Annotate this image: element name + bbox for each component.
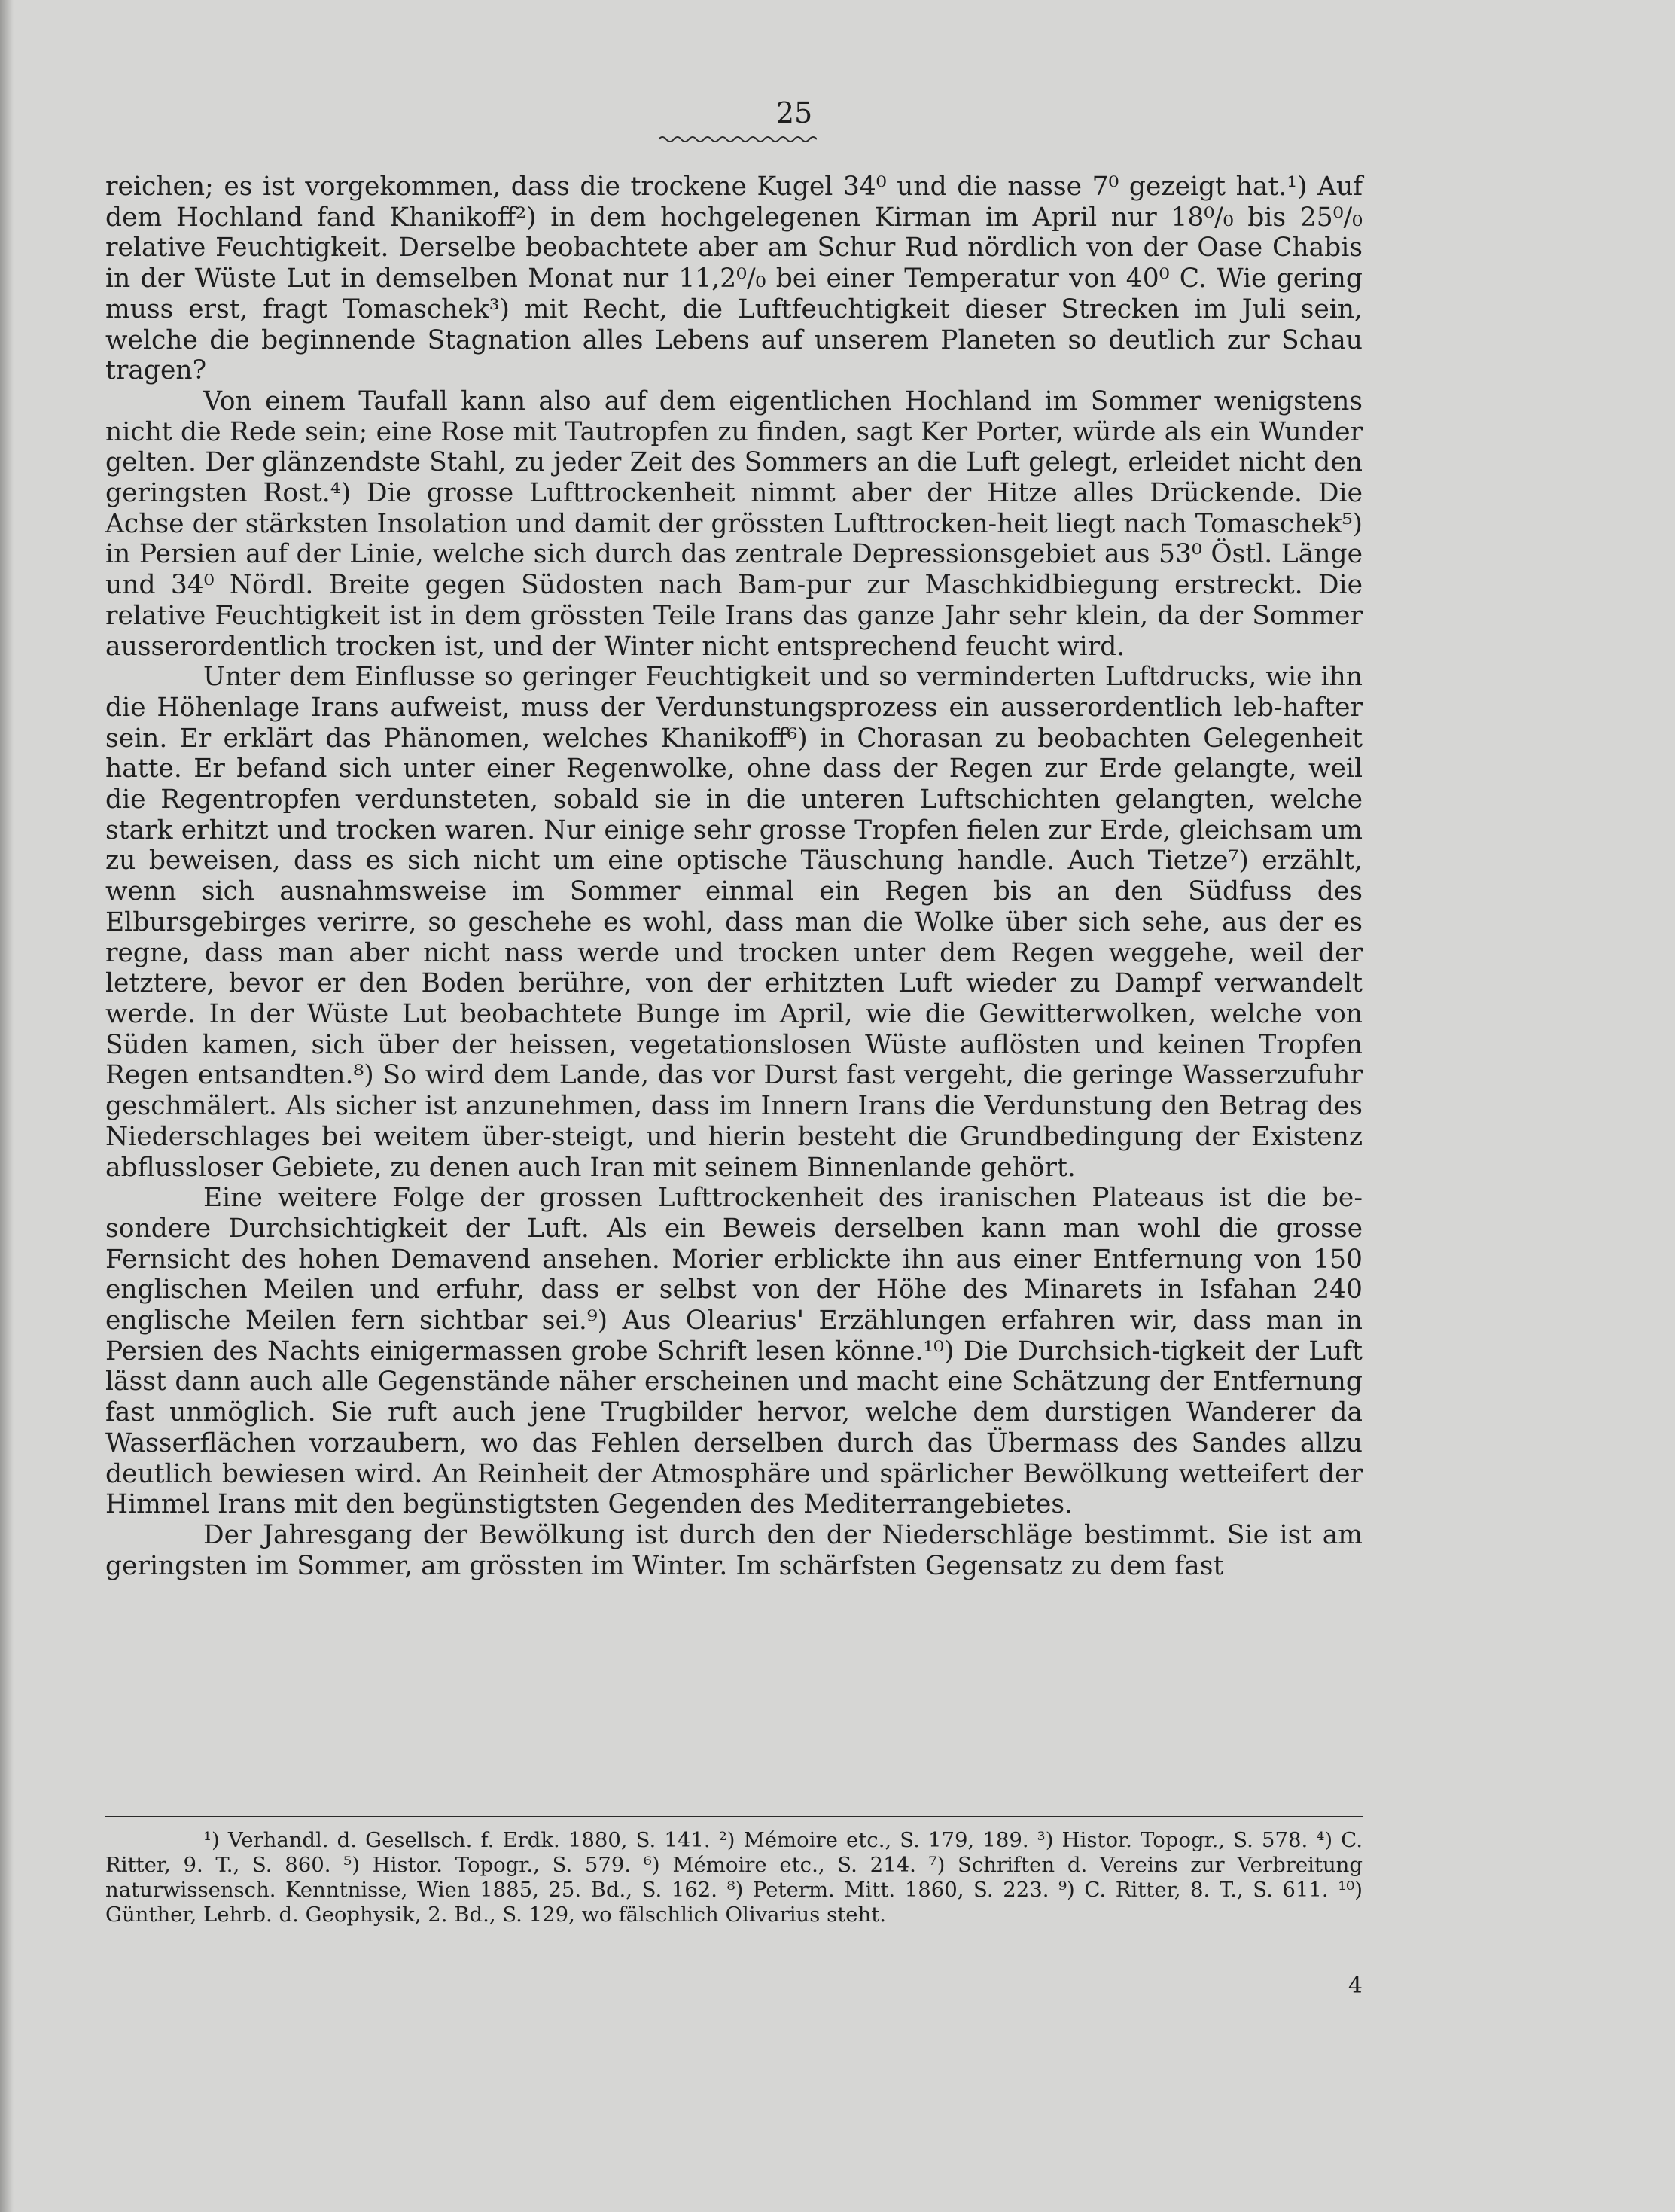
page-edge-shadow — [0, 0, 14, 2212]
page-number: 25 — [775, 96, 813, 129]
paragraph-4: Eine weitere Folge der grossen Lufttrockenheit des iranischen Plateaus ist die be-sondere Durchsichtigkeit der Luft. Als ein Beweis derselben kann man wohl die grosse Fernsicht des hohen Demavend ansehen. Morier erblickte ihn aus einer Entfernung von 150 englischen Meilen und erfuhr, dass er selbst von der Höhe des Minarets in Isfahan 240 englische Meilen fern sichtbar sei.⁹) Aus Olearius' Erzählungen erfahren wir, dass man in Persien des Nachts einigermassen grobe Schrift lesen könne.¹⁰) Die Durchsich-tigkeit der Luft lässt dann auch alle Gegenstände näher erscheinen und macht eine Schätzung der Entfernung fast unmöglich. Sie ruft auch jene Trugbilder hervor, welche dem durstigen Wanderer da Wasserflächen vorzaubern, wo das Fehlen derselben durch das Übermass des Sandes allzu deutlich bewiesen wird. An Reinheit der Atmosphäre und spärlicher Bewölkung wetteifert der Himmel Irans mit den begünstigtsten Gegenden des Mediterrangebietes. — [105, 1183, 1363, 1520]
ornament-wave-rule — [659, 134, 817, 145]
paragraph-2: Von einem Taufall kann also auf dem eigentlichen Hochland im Sommer wenigstens nicht die Rede sein; eine Rose mit Tautropfen zu finden, sagt Ker Porter, würde als ein Wunder gelten. Der glänzendste Stahl, zu jeder Zeit des Sommers an die Luft gelegt, erleidet nicht den geringsten Rost.⁴) Die grosse Lufttrockenheit nimmt aber der Hitze alles Drückende. Die Achse der stärksten Insolation und damit der grössten Lufttrocken-heit liegt nach Tomaschek⁵) in Persien auf der Linie, welche sich durch das zentrale Depressionsgebiet aus 53⁰ Östl. Länge und 34⁰ Nördl. Breite gegen Südosten nach Bam-pur zur Maschkidbiegung erstreckt. Die relative Feuchtigkeit ist in dem grössten Teile Irans das ganze Jahr sehr klein, da der Sommer ausserordentlich trocken ist, und der Winter nicht entsprechend feucht wird. — [105, 385, 1363, 662]
body-text — [105, 172, 1363, 1581]
paragraph-5: Der Jahresgang der Bewölkung ist durch den der Niederschläge bestimmt. Sie ist am geringsten im Sommer, am grössten im Winter. Im schärfsten Gegensatz zu dem fast — [105, 1519, 1363, 1581]
footnotes: ¹) Verhandl. d. Gesellsch. f. Erdk. 1880, S. 141. ²) Mémoire etc., S. 179, 189. ³) Histor. Topogr., S. 578. ⁴) C. Ritter, 9. T., S. 860. ⁵) Histor. Topogr., S. 579. ⁶) Mémoire etc., S. 214. ⁷) Schriften d. Vereins zur Verbreitung naturwissensch. Kenntnisse, Wien 1885, 25. Bd., S. 162. ⁸) Peterm. Mitt. 1860, S. 223. ⁹) C. Ritter, 8. T., S. 611. ¹⁰) Günther, Lehrb. d. Geophysik, 2. Bd., S. 129, wo fälschlich Olivarius steht. — [105, 1828, 1363, 1927]
signature-mark: 4 — [1348, 1973, 1363, 1999]
paragraph-1: reichen; es ist vorgekommen, dass die trockene Kugel 34⁰ und die nasse 7⁰ gezeigt hat.¹) Auf dem Hochland fand Khanikoff²) in dem hochgelegenen Kirman im April nur 18⁰/₀ bis 25⁰/₀ relative Feuchtigkeit. Derselbe beobachtete aber am Schur Rud nördlich von der Oase Chabis in der Wüste Lut in demselben Monat nur 11,2⁰/₀ bei einer Temperatur von 40⁰ C. Wie gering muss erst, fragt Tomaschek³) mit Recht, die Luftfeuchtigkeit dieser Strecken im Juli sein, welche die beginnende Stagnation alles Lebens auf unserem Planeten so deutlich zur Schau tragen? — [105, 172, 1363, 386]
paragraph-3: Unter dem Einflusse so geringer Feuchtigkeit und so verminderten Luftdrucks, wie ihn die Höhenlage Irans aufweist, muss der Verdunstungsprozess ein ausserordentlich leb-hafter sein. Er erklärt das Phänomen, welches Khanikoff⁶) in Chorasan zu beobachten Gelegenheit hatte. Er befand sich unter einer Regenwolke, ohne dass der Regen zur Erde gelangte, weil die Regentropfen verdunsteten, sobald sie in die unteren Luftschichten gelangten, welche stark erhitzt und trocken waren. Nur einige sehr grosse Tropfen fielen zur Erde, gleichsam um zu beweisen, dass es sich nicht um eine optische Täuschung handle. Auch Tietze⁷) erzählt, wenn sich ausnahmsweise im Sommer einmal ein Regen bis an den Südfuss des Elbursgebirges verirre, so geschehe es wohl, dass man die Wolke über sich sehe, aus der es regne, dass man aber nicht nass werde und trocken unter dem Regen weggehe, weil der letztere, bevor er den Boden berühre, von der erhitzten Luft wieder zu Dampf verwandelt werde. In der Wüste Lut beobachtete Bunge im April, wie die Gewitterwolken, welche von Süden kamen, sich über der heissen, vegetationslosen Wüste auflösten und keinen Tropfen Regen entsandten.⁸) So wird dem Lande, das vor Durst fast vergeht, die geringe Wasserzufuhr geschmälert. Als sicher ist anzunehmen, dass im Innern Irans die Verdunstung den Betrag des Niederschlages bei weitem über-steigt, und hierin besteht die Grundbedingung der Existenz abflussloser Gebiete, zu denen auch Iran mit seinem Binnenlande gehört. — [105, 662, 1363, 1183]
footnote-separator — [105, 1816, 1363, 1817]
